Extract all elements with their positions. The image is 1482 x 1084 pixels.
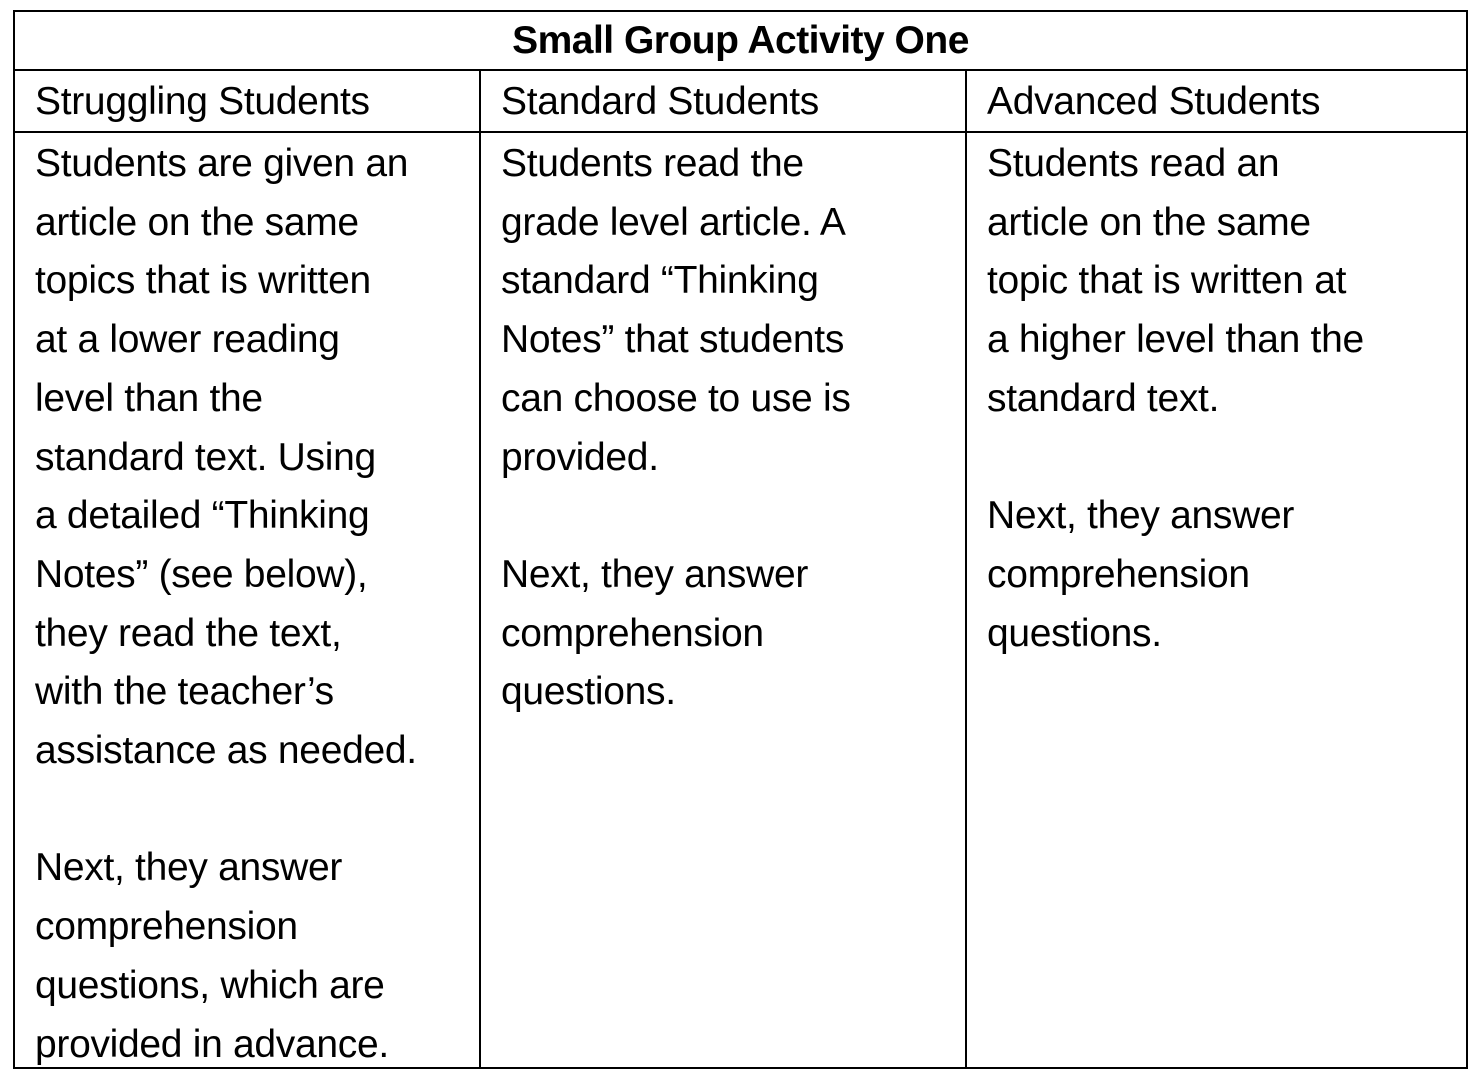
advanced-description: Students read an article on the same topic that is written at a higher level than the standard text. xyxy=(987,142,1364,420)
header-standard-students: Standard Students xyxy=(481,71,967,131)
cell-advanced-students xyxy=(967,133,1466,1067)
header-advanced-students: Advanced Students xyxy=(987,80,1321,123)
cell-struggling-students xyxy=(15,133,481,1067)
table-title: Small Group Activity One xyxy=(15,12,1466,71)
header-row xyxy=(15,71,1466,133)
cell-standard-students xyxy=(481,133,967,1067)
struggling-description: Students are given an article on the same topics that is written at a lower reading level than the standard text. Using a detailed “Thinking Notes” (see below), they read the text, with the teacher’s assistance as needed. xyxy=(35,142,417,773)
standard-description: Students read the grade level article. A standard “Thinking Notes” that students can choose to use is provided. xyxy=(501,142,851,479)
body-row xyxy=(15,133,1466,1067)
standard-next-step: Next, they answer comprehension questions. xyxy=(501,552,809,714)
header-struggling-students: Struggling Students xyxy=(15,71,481,131)
advanced-next-step: Next, they answer comprehension questions. xyxy=(987,494,1295,655)
struggling-next-step: Next, they answer comprehension questions, which are provided in advance. xyxy=(35,846,389,1066)
activity-table xyxy=(13,10,1468,1069)
